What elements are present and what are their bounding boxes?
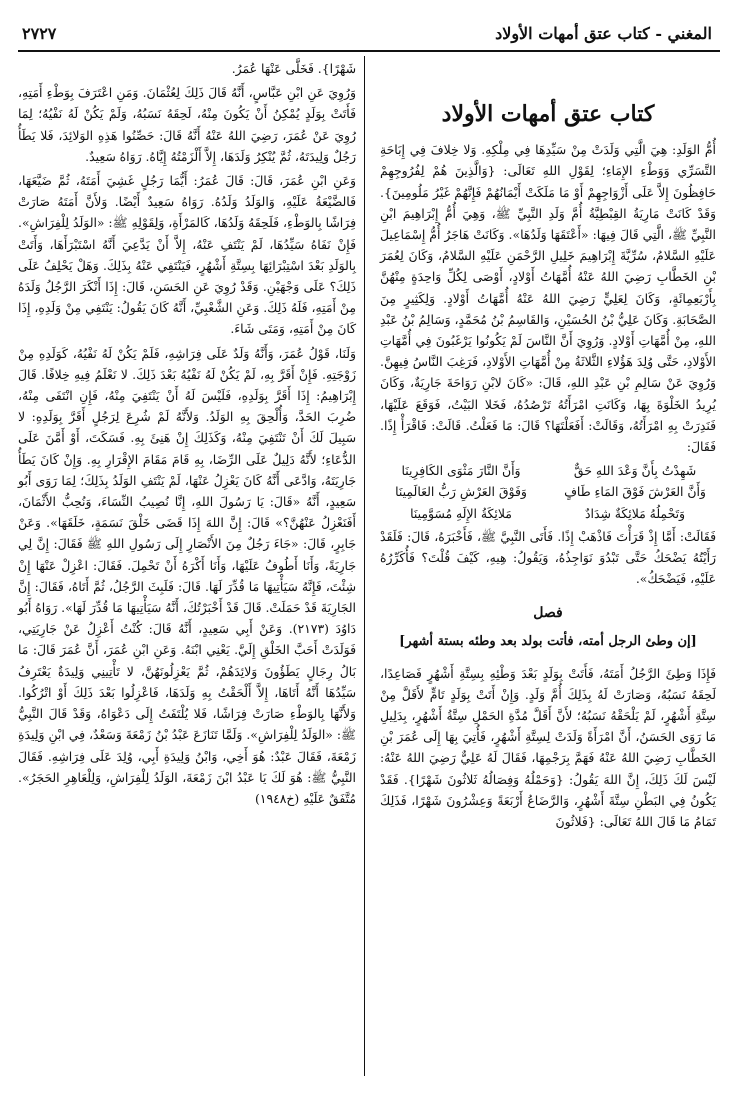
header-rule bbox=[18, 50, 720, 52]
poem-hemistich: وَأَنَّ النَّارَ مَثْوَى الكَافِرِينَا bbox=[401, 463, 521, 479]
page-header bbox=[18, 22, 720, 50]
poem-hemistich: وَتَحْمِلُهُ مَلائِكَةٌ شِدَادٌ bbox=[584, 505, 686, 521]
paragraph: فَإِذَا وَطِئَ الرَّجُلُ أَمَتَهُ، فَأَتَتْ بِوَلَدٍ بَعْدَ وَطْئِهِ بِسِتَّةِ أَشْهُرٍ فَصَاعِدًا، لَحِقَهُ نَسَبُهُ، وَصَارَتْ لَهُ بِذَلِكَ أُمَّ وَلَدٍ. وَإِنْ أَتَتْ بِوَلَدٍ تَامٍّ لأَقَلَّ مِنْ سِتَّةِ أَشْهُرٍ، لَمْ يَلْحَقْهُ نَسَبُهُ؛ لأَنَّ أَقَلَّ مُدَّةِ الحَمْلِ سِتَّةُ أَشْهُرٍ، بِدَلِيلِ مَا رَوَى الحَسَنُ، أَنَّ امْرَأَةً وَلَدَتْ لِسِتَّةِ أَشْهُرٍ، فَأُتِيَ بِهَا إِلَى عُمَرَ بْنِ الخَطَّابِ رَضِيَ اللهُ عَنْهُ فَهَمَّ بِرَجْمِهَا، فَقَالَ لَهُ عَلِيٌّ رَضِيَ اللهُ عَنْهُ: لَيْسَ لَكَ ذَلِكَ، إِنَّ اللهَ يَقُولُ: {وَحَمْلُهُ وَفِصَالُهُ ثَلاثُونَ شَهْرًا}. فَقَدْ يَكُونُ فِي البَطْنِ سِتَّةَ أَشْهُرٍ، وَالرَّضَاعُ أَرْبَعَةً وَعِشْرُونَ شَهْرًا، فَذَلِكَ تَمَامُ مَا قَالَ اللهُ تَعَالَى: {فَلاثُونَ bbox=[380, 665, 716, 830]
paragraph: وَرُوِيَ عَنِ ابْنِ عَبَّاسٍ، أَنَّهُ قَالَ ذَلِكَ لِعُثْمَانَ. وَمَنِ اعْتَرَفَ بِوَطْءِ أَمَتِهِ، فَأَتَتْ بِوَلَدٍ يُمْكِنُ أَنْ يَكُونَ مِنْهُ، لَحِقَهُ نَسَبُهُ، وَلَمْ يَكُنْ لَهُ نَفْيُهُ؛ لِمَا رُوِيَ عَنْ عُمَرَ، رَضِيَ اللهُ عَنْهُ أَنَّهُ قَالَ: حَصِّنُوا هَذِهِ الوَلائِدَ، فَلا يَطَأُ رَجُلٌ وَلِيدَتَهُ، ثُمَّ يُنْكِرُ وَلَدَهَا، إِلاَّ أَلْزَمْتُهُ إِيَّاهُ. رَوَاهُ سَعِيدٌ. bbox=[18, 85, 356, 164]
poem-hemistich: شَهِدْتُ بِأَنَّ وَعْدَ اللهِ حَقٌّ bbox=[573, 463, 697, 479]
poem-hemistich: مَلائِكَةُ الإِلَهِ مُسَوَّمِينَا bbox=[410, 505, 512, 521]
poem bbox=[386, 460, 710, 524]
page-number: ٢٧٢٧ bbox=[22, 24, 57, 43]
book-title: كتاب عتق أمهات الأولاد bbox=[441, 101, 655, 127]
poem-hemistich: وَأَنَّ العَرْشَ فَوْقَ المَاءِ طَافٍ bbox=[564, 484, 706, 500]
paragraph: شَهْرًا}. فَخَلَّى عَنْهَا عُمَرُ. bbox=[231, 61, 356, 76]
paragraph: وَلَنَا، قَوْلُ عُمَرَ، وَأَنَّهُ وَلَدٌ عَلَى فِرَاشِهِ، فَلَمْ يَكُنْ لَهُ نَفْيُهُ، كَوَلَدِهِ مِنْ زَوْجَتِهِ. فَإِنْ أَقَرَّ بِهِ، لَمْ يَكُنْ لَهُ نَفْيُهُ بَعْدَ ذَلِكَ. لا نَعْلَمُ فِيهِ خِلافًا. قَالَ إِبْرَاهِيمُ: إِذَا أَقَرَّ بِوَلَدِهِ، فَلَيْسَ لَهُ أَنْ يَنْتَفِيَ مِنْهُ، فَإِنِ انْتَفَى مِنْهُ، ضُرِبَ الحَدَّ، وَأُلْحِقَ بِهِ الوَلَدُ. وَلأَنَّهُ لَمْ شُرِعَ لِرَجُلٍ أَقَرَّ بِوَلَدِهِ: لا سَبِيلَ لَكَ أَنْ تَنْتَفِيَ مِنْهُ، وَكَذَلِكَ إِنْ هَنِئَ بِهِ. فَسَكَتَ، أَوْ أَمَّنَ عَلَى الدُّعَاءِ؛ لأَنَّهُ دَلِيلٌ عَلَى الرِّضَا، بِهِ قَامَ مَقَامَ الإِقْرَارِ بِهِ. وَإِنْ كَانَ يَطَأُ جَارِيَتَهُ، وَادَّعَى أَنَّهُ كَانَ يَعْزِلُ عَنْهَا، لَمْ يَنْتَفِ الوَلَدُ بِذَلِكَ؛ لِمَا رَوَى أَبُو سَعِيدٍ، أَنَّهُ «قَالَ: يَا رَسُولَ اللهِ، إِنَّا نُصِيبُ النِّسَاءَ، وَنُحِبُّ الأَثْمَانَ، أَفَنَعْزِلُ عَنْهُنَّ؟» قَالَ: إِنَّ اللهَ إِذَا قَضَى خَلْقَ نَسَمَةٍ، خَلَقَهَا». وَعَنْ جَابِرٍ، قَالَ: «جَاءَ رَجُلٌ مِنَ الأَنْصَارِ إِلَى رَسُولِ اللهِ ﷺ فَقَالَ: إِنَّ لِي جَارِيَةً، وَأَنَا أَطُوفُ عَلَيْهَا، وَأَنَا أَكْرَهُ أَنْ تَحْمِلَ. فَقَالَ: اعْزِلْ عَنْهَا إِنْ شِئْتَ، فَإِنَّهُ سَيَأْتِيهَا مَا قُدِّرَ لَهَا. قَالَ: فَلَبِثَ الرَّجُلُ، ثُمَّ أَتَاهُ، فَقَالَ: إِنَّ الجَارِيَةَ قَدْ حَمَلَتْ. قَالَ قَدْ أَخْبَرْتُكَ، أَنَّهُ سَيَأْتِيهَا مَا قُدِّرَ لَهَا». رَوَاهُ أَبُو دَاوُدَ (٢١٧٣). وَعَنْ أَبِي سَعِيدٍ، أَنَّهُ قَالَ: كُنْتُ أَعْزِلُ عَنْ جَارِيَتِي، فَوَلَدَتْ أَحَبَّ الخَلْقِ إِلَيَّ. يَعْنِي ابْنَهُ. وَعَنِ ابْنِ عُمَرَ، أَنَّ عُمَرَ قَالَ: مَا بَالُ رِجَالٍ يَطَؤُونَ وَلائِدَهُمْ، ثُمَّ يَعْزِلُونَهُنَّ، لا تَأْتِينِي وَلِيدَةٌ يَعْتَرِفُ سَيِّدُهَا أَنَّهُ أَتَاهَا، إِلاَّ أَلْحَقْتُ بِهِ وَلَدَهَا، فَاعْزِلُوا بَعْدَ ذَلِكَ أَوْ اتْرُكُوا. وَلأَنَّهَا بِالوَطْءِ صَارَتْ فِرَاشًا، فَلا يُلْتَفَتُ إِلَى دَعْوَاهُ، وَقَدْ قَالَ النَّبِيُّ ﷺ: «الوَلَدُ لِلْفِرَاشِ». وَلَمَّا تَنَازَعَ عَبْدُ بْنُ زَمْعَةَ وَسَعْدٌ، فِي ابْنِ وَلِيدَةِ زَمْعَةَ، فَقَالَ عَبْدٌ: هُوَ أَخِي، وَابْنُ وَلِيدَةِ أَبِي، وُلِدَ عَلَى فِرَاشِهِ. فَقَالَ النَّبِيُّ ﷺ: هُوَ لَكَ يَا عَبْدُ ابْنَ زَمْعَةَ، الوَلَدُ لِلْفِرَاشِ، وَلِلْعَاهِرِ الحَجَرُ». مُتَّفَقٌ عَلَيْهِ (خ١٩٤٨) bbox=[18, 345, 357, 806]
paragraph: أُمُّ الوَلَدِ: هِيَ الَّتِي وَلَدَتْ مِنْ سَيِّدِهَا فِي مِلْكِهِ. وَلا خِلافَ فِي إِبَاحَةِ التَّسَرِّي وَوَطْءِ الإِمَاءِ؛ لِقَوْلِ اللهِ تَعَالَى: {وَالَّذِينَ هُمْ لِفُرُوجِهِمْ حَافِظُونَ إِلاَّ عَلَى أَزْوَاجِهِمْ أَوْ مَا مَلَكَتْ أَيْمَانُهُمْ فَإِنَّهُمْ غَيْرُ مَلُومِينَ}. وَقَدْ كَانَتْ مَارِيَةُ القِبْطِيَّةُ أُمَّ وَلَدِ النَّبِيِّ ﷺ، وَهِيَ أُمُّ إِبْرَاهِيمَ ابْنِ النَّبِيِّ ﷺ، الَّتِي قَالَ فِيهَا: «أَعْتَقَهَا وَلَدُهَا». وَكَانَتْ هَاجَرُ أُمُّ إِسْمَاعِيلَ عَلَيْهِ السَّلامُ، سُرِّيَّةَ إِبْرَاهِيمَ خَلِيلِ الرَّحْمَنِ عَلَيْهِ السَّلامُ، وَكَانَ لِعُمَرَ بْنِ الخَطَّابِ رَضِيَ اللهُ عَنْهُ أُمَّهَاتُ أَوْلادٍ، أَوْصَى لِكُلِّ وَاحِدَةٍ مِنْهُنَّ بِأَرْبَعِمِائَةٍ، وَكَانَ لِعَلِيٍّ رَضِيَ اللهُ عَنْهُ أُمَّهَاتُ أَوْلادٍ. وَلِكَثِيرٍ مِنَ الصَّحَابَةِ. وَكَانَ عَلِيُّ بْنُ الحُسَيْنِ، وَالقَاسِمُ بْنُ مُحَمَّدٍ، وَسَالِمُ بْنُ عَبْدِ اللهِ، مِنْ أُمَّهَاتِ أَوْلادٍ. وَرُوِيَ أَنَّ النَّاسَ لَمْ يَكُونُوا يَرْغَبُونَ فِي أُمَّهَاتِ الأَوْلادِ، حَتَّى وُلِدَ هَؤُلاءِ الثَّلاثَةُ مِنْ أُمَّهَاتِ الأَوْلادِ، فَرَغِبَ النَّاسُ فِيهِنَّ. وَرُوِيَ عَنْ سَالِمِ بْنِ عَبْدِ اللهِ، قَالَ: «كَانَ لابْنِ رَوَاحَةَ جَارِيَةٌ، وَكَانَ يُرِيدُ الخَلْوَةَ بِهَا، وَكَانَتِ امْرَأَتُهُ تَرْصُدُهُ، فَخَلا البَيْتُ، فَوَقَعَ عَلَيْهَا، فَنَدِرَتْ بِهِ امْرَأَتُهُ، وَقَالَتْ: أَفَعَلْتَهَا؟ قَالَ: مَا فَعَلْتُ. قَالَتْ: فَاقْرَأْ إِذًا. فَقَالَ: bbox=[380, 142, 716, 455]
poem-hemistich: وَفَوْقَ العَرْشِ رَبُّ العَالَمِينَا bbox=[395, 484, 527, 500]
right-column bbox=[380, 58, 716, 835]
paragraph: فَقَالَتْ: أَمَّا إِذْ قَرَأْتَ فَاذْهَبْ إِذًا. فَأَتَى النَّبِيَّ ﷺ، فَأَخْبَرَهُ، قَالَ: فَلَقَدْ رَأَيْتُهُ يَضْحَكُ حَتَّى تَبْدُوَ نَوَاجِذُهُ، وَيَقُولُ: هِيهِ، كَيْفَ قُلْتَ؟ فَأُكَرِّرُهُ عَلَيْهِ، فَيَضْحَكُ». bbox=[380, 528, 716, 587]
left-column bbox=[18, 58, 356, 812]
section-heading: فصل bbox=[533, 605, 563, 622]
running-title: المغني - كتاب عتق أمهات الأولاد bbox=[495, 24, 712, 43]
column-divider bbox=[364, 56, 365, 1076]
section-title: [إن وطئ الرجل أمته، فأتت بولد بعد وطئه بستة أشهر] bbox=[399, 633, 697, 649]
paragraph: وَعَنِ ابْنِ عُمَرَ، قَالَ: قَالَ عُمَرُ: أَيُّمَا رَجُلٍ غَشِيَ أَمَتَهُ، ثُمَّ ضَيَّعَهَا، فَالضَّيْعَةُ عَلَيْهِ، وَالوَلَدُ وَلَدُهُ. رَوَاهُ سَعِيدٌ أَيْضًا. وَلأَنَّ أَمَتَهُ صَارَتْ فِرَاشًا بِالوَطْءِ، فَلَحِقَهُ وَلَدُهَا، كَالمَرْأَةِ، وَلِقَوْلِهِ ﷺ: «الوَلَدُ لِلْفِرَاشِ». فَإِنْ نَفَاهُ سَيِّدُهَا، لَمْ يَنْتَفِ عَنْهُ، إِلاَّ أَنْ يَدَّعِيَ أَنَّهُ اسْتَبْرَأَهَا، وَأَتَتْ بِالوَلَدِ بَعْدَ اسْتِبْرَائِهَا بِسِتَّةِ أَشْهُرٍ، فَيَنْتَفِي عَنْهُ بِذَلِكَ. وَهَلْ يَحْلِفُ عَلَى ذَلِكَ؟ عَلَى وَجْهَيْنِ. وَقَدْ رُوِيَ عَنِ الحَسَنِ، قَالَ: إِذَا أَنْكَرَ الرَّجُلُ وَلَدَهُ مِنْ أَمَتِهِ، فَلَهُ ذَلِكَ. وَعَنِ الشَّعْبِيِّ، أَنَّهُ كَانَ يَقُولُ: يَنْتَفِي مِنْ وَلَدِهِ، إِذَا كَانَ مِنْ أَمَتِهِ، وَمَتَى شَاءَ. bbox=[18, 173, 356, 337]
